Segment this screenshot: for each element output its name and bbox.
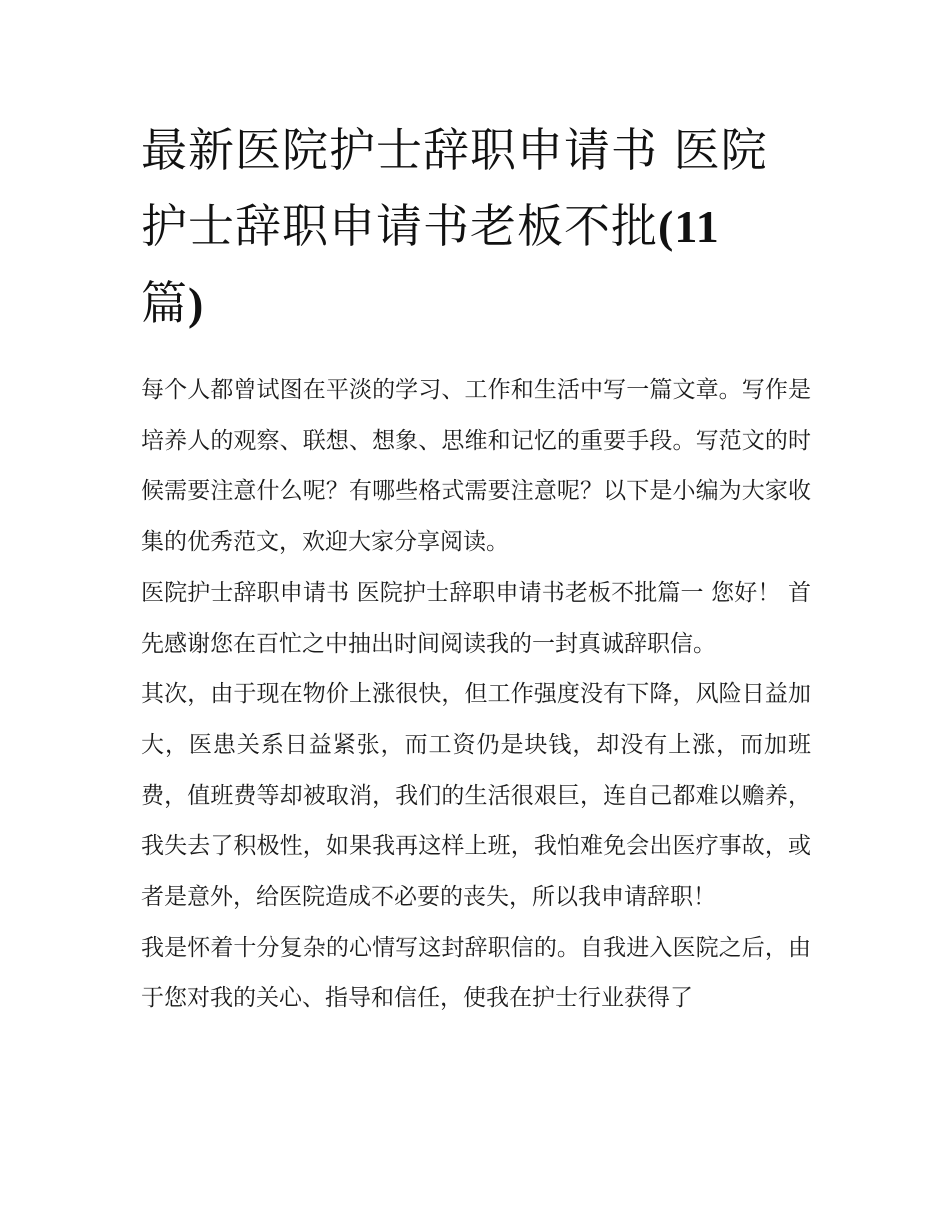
paragraph-reasons: 其次，由于现在物价上涨很快，但工作强度没有下降，风险日益加大，医患关系日益紧张，而工资仍是块钱，却没有上涨，而加班费，值班费等却被取消，我们的生活很艰巨，连自己都难以赡养，我失去了积极性，如果我再这样上班，我怕难免会出医疗事故，或者是意外，给医院造成不必要的丧失，所以我申请辞职！ [141,681,811,911]
title-text-count: (11 [658,201,720,252]
paragraph-greeting: 医院护士辞职申请书 医院护士辞职申请书老板不批篇一 您好！ 首先感谢您在百忙之中抽出时间阅读我的一封真诚辞职信。 [141,579,811,657]
paragraph-feelings: 我是怀着十分复杂的心情写这封辞职信的。自我进入医院之后，由于您对我的关心、指导和信任，使我在护士行业获得了 [141,934,811,1012]
document-title [141,112,811,342]
document-content [141,112,811,1024]
title-text-main: 最新医院护士辞职申请书 医院护士辞职申请书老板不批 [141,123,768,253]
title-text-unit: 篇 [141,276,188,330]
title-text-close: ) [188,278,205,329]
paragraph-intro: 每个人都曾试图在平淡的学习、工作和生活中写一篇文章。写作是培养人的观察、联想、想象、思维和记忆的重要手段。写范文的时候需要注意什么呢？有哪些格式需要注意呢？以下是小编为大家收集的优秀范文，欢迎大家分享阅读。 [141,377,811,556]
document-body [141,365,811,1024]
